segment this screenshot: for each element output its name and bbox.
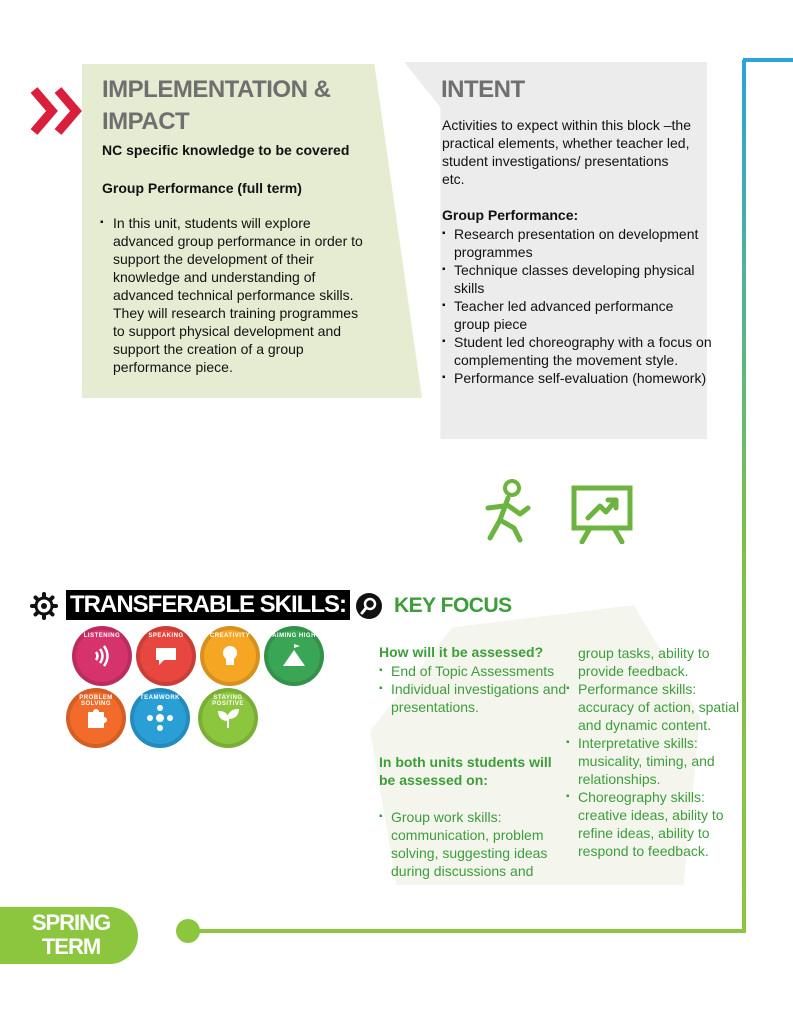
skills-list-right [566, 680, 746, 860]
speech-bubble-icon [152, 642, 180, 670]
team-wheel-icon [146, 704, 174, 732]
intent-title: INTENT [441, 76, 525, 103]
creativity-badge [200, 626, 260, 686]
list-item: ▪ Choreography skills: creative ideas, ability to refine ideas, ability to respond to feedback. [566, 788, 746, 860]
staying-positive-badge [198, 688, 258, 748]
term-line-1: SPRING [31, 910, 111, 935]
double-chevron-icon [28, 84, 88, 138]
key-focus-title: KEY FOCUS [394, 594, 512, 617]
problem-solving-badge [66, 688, 126, 748]
teamwork-badge [130, 688, 190, 748]
list-item: ▪ In this unit, students will explore advanced group performance in order to support the development of their knowledge and understanding of advanced technical performance skills. They will research training programmes to support physical development and support the creation of a group performance piece. [100, 214, 372, 376]
search-icon [355, 592, 383, 620]
badge-label: LISTENING [83, 633, 121, 639]
assessment-question: How will it be assessed? [379, 644, 544, 660]
skills-list-left [379, 808, 569, 880]
skills-continuation: group tasks, ability to provide feedback. [578, 645, 710, 679]
list-item: ▪ Group work skills: communication, problem solving, suggesting ideas during discussions and [379, 808, 569, 880]
aiming-high-badge [264, 626, 324, 686]
runner-icon [480, 478, 536, 544]
sprout-icon [214, 704, 242, 732]
list-item: ▪ Teacher led advanced performance group piece [442, 297, 712, 333]
badge-label: CREATIVITY [209, 633, 251, 639]
badge-label: SPEAKING [148, 633, 184, 639]
transferable-skills-title: TRANSFERABLE SKILLS: [66, 590, 350, 620]
list-item: ▪ Interpretative skills: musicality, timing, and relationships. [566, 734, 746, 788]
list-item: ▪ Research presentation on development programmes [442, 225, 712, 261]
list-item: ▪ Performance self-evaluation (homework) [442, 369, 712, 387]
intent-subheading: Group Performance: [442, 207, 579, 223]
implementation-unit: Group Performance (full term) [102, 180, 302, 196]
list-item: ▪ Individual investigations and presentations. [379, 680, 569, 716]
term-label [14, 911, 128, 959]
implementation-subtitle: NC specific knowledge to be covered [102, 142, 350, 158]
assessment-list [379, 662, 569, 716]
list-item: ▪ Technique classes developing physical skills [442, 261, 712, 297]
implementation-title: IMPLEMENTATION & IMPACT [102, 76, 331, 135]
lightbulb-icon [216, 642, 244, 670]
badge-label: STAYING POSITIVE [212, 695, 244, 707]
badge-label: AIMING HIGH [272, 633, 316, 639]
puzzle-icon [82, 704, 110, 732]
listening-badge [72, 626, 132, 686]
intent-description: Activities to expect within this block –the practical elements, whether teacher led, student investigations/ presentations etc. [442, 117, 692, 187]
term-line-2: TERM [41, 934, 101, 959]
gear-icon [30, 592, 58, 620]
timeline-dot [176, 919, 200, 943]
speaking-badge [136, 626, 196, 686]
frame-line-top [743, 58, 793, 62]
mountain-flag-icon [280, 642, 308, 670]
frame-line-bottom [188, 929, 746, 933]
list-item: ▪ Performance skills: accuracy of action, spatial and dynamic content. [566, 680, 746, 734]
both-units-heading: In both units students will be assessed on: [379, 754, 552, 788]
list-item: ▪ Student led choreography with a focus on complementing the movement style. [442, 333, 712, 369]
presentation-board-icon [570, 484, 634, 544]
badge-label: TEAMWORK [140, 695, 180, 701]
sound-waves-icon [88, 642, 116, 670]
badge-label: PROBLEM SOLVING [79, 695, 113, 707]
list-item: ▪ End of Topic Assessments [379, 662, 569, 680]
intent-list [442, 225, 712, 387]
implementation-list [100, 214, 372, 376]
